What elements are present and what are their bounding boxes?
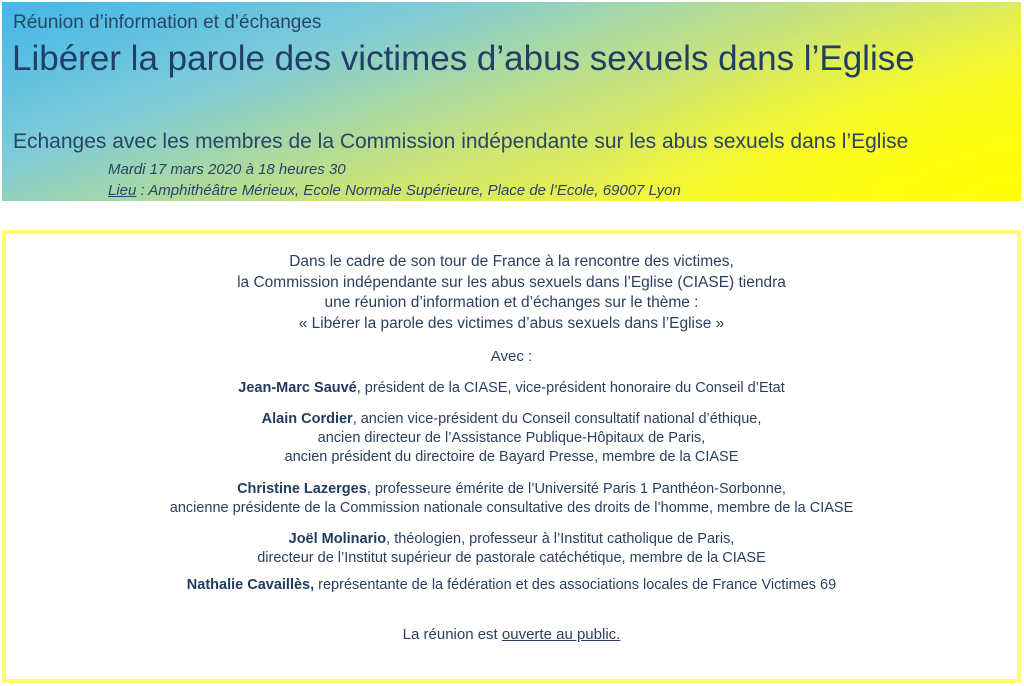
- intro-line: Dans le cadre de son tour de France à la rencontre des victimes,: [289, 253, 734, 270]
- member-role: représentante de la fédération et des associations locales de France Victimes 69: [314, 577, 837, 593]
- banner-exchanges: Echanges avec les membres de la Commission indépendante sur les abus sexuels dans l’Eglise: [13, 130, 909, 153]
- member-sauve: [6, 379, 1017, 398]
- member-lazerges: [6, 480, 1017, 518]
- member-name: Jean-Marc Sauvé: [238, 380, 357, 396]
- member-cavailles: [6, 576, 1017, 595]
- member-role: , théologien, professeur à l’Institut catholique de Paris,: [386, 531, 735, 547]
- intro-line: une réunion d’information et d’échanges sur le thème :: [324, 294, 699, 311]
- member-name: Christine Lazerges: [237, 481, 367, 497]
- member-role: directeur de l’Institut supérieur de pastorale catéchétique, membre de la CIASE: [257, 550, 766, 566]
- banner-title: Libérer la parole des victimes d’abus sexuels dans l’Eglise: [12, 39, 915, 78]
- banner-subtitle: Réunion d’information et d’échanges: [13, 12, 322, 33]
- member-role: ancien président du directoire de Bayard Presse, membre de la CIASE: [284, 449, 739, 465]
- event-banner: [2, 2, 1021, 201]
- intro-line: la Commission indépendante sur les abus sexuels dans l’Eglise (CIASE) tiendra: [237, 273, 786, 291]
- member-role: , professeure émérite de l’Université Paris 1 Panthéon-Sorbonne,: [366, 481, 786, 497]
- public-notice: [6, 626, 1017, 643]
- public-notice-underlined: ouverte au public.: [501, 626, 621, 643]
- member-role: ancienne présidente de la Commission nationale consultative des droits de l’homme, membre de la CIASE: [169, 500, 854, 516]
- member-cordier: [6, 410, 1017, 467]
- member-name: Nathalie Cavaillès,: [186, 577, 315, 593]
- member-molinario: [6, 530, 1017, 568]
- event-details-card: [2, 230, 1021, 683]
- public-notice-prefix: La réunion est: [402, 626, 502, 643]
- location-text: : Amphithéâtre Mérieux, Ecole Normale Supérieure, Place de l’Ecole, 69007 Lyon: [136, 182, 681, 199]
- avec-label: Avec :: [490, 348, 533, 365]
- event-date: Mardi 17 mars 2020 à 18 heures 30: [108, 161, 346, 178]
- member-role: , ancien vice-président du Conseil consultatif national d’éthique,: [352, 411, 762, 427]
- member-name: Alain Cordier: [261, 411, 353, 427]
- location-label: Lieu: [108, 182, 137, 199]
- event-location: [108, 182, 681, 199]
- intro-paragraph: [6, 252, 1017, 334]
- member-name: Joël Molinario: [288, 531, 387, 547]
- member-role: ancien directeur de l’Assistance Publique-Hôpitaux de Paris,: [317, 430, 706, 446]
- member-role: , président de la CIASE, vice-président honoraire du Conseil d’Etat: [356, 380, 785, 396]
- intro-line: « Libérer la parole des victimes d’abus sexuels dans l’Eglise »: [298, 314, 725, 332]
